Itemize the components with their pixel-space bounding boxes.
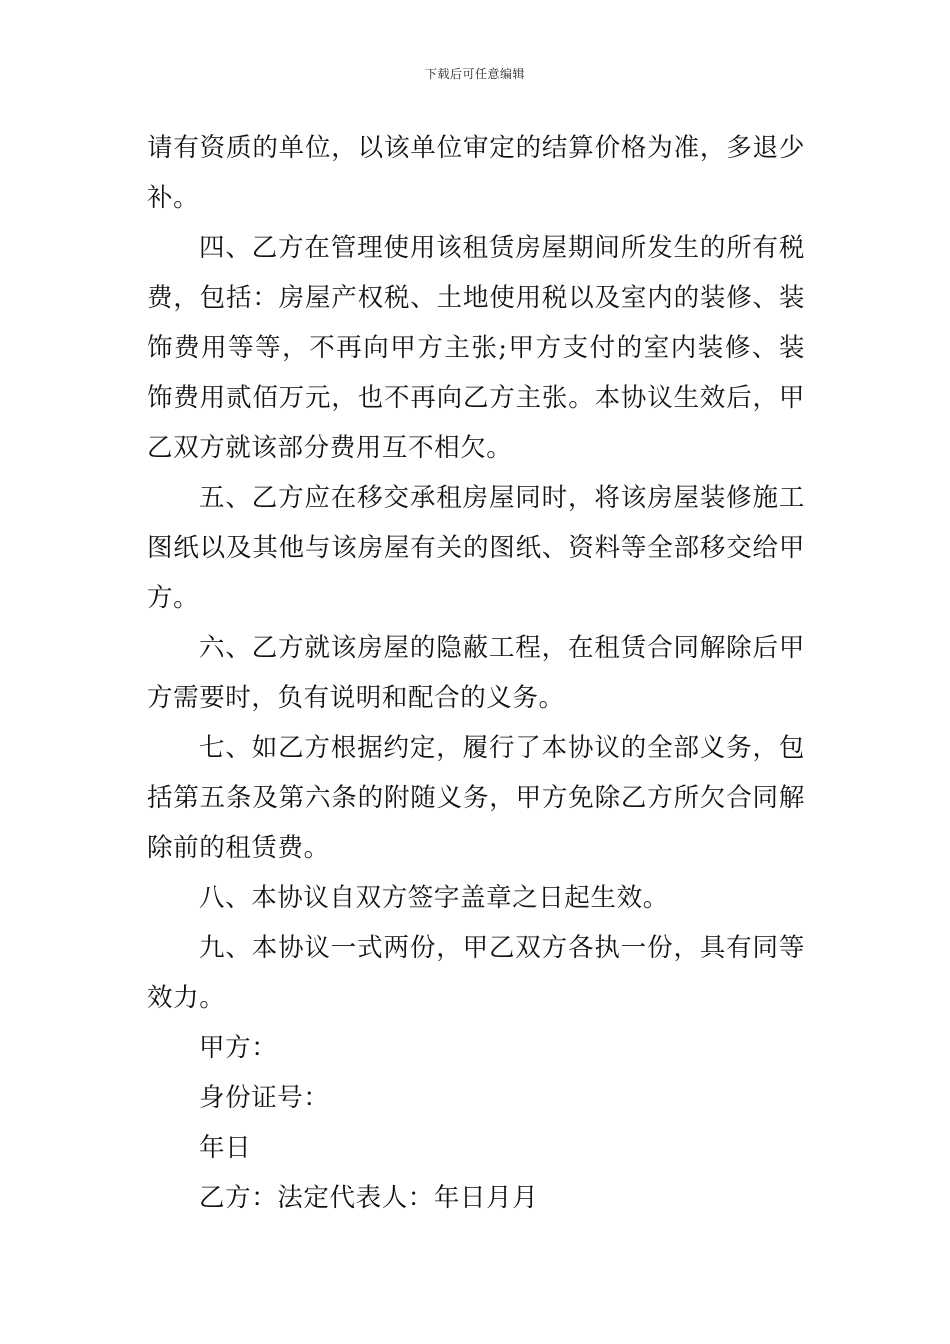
paragraph-clause-5: 五、乙方应在移交承租房屋同时，将该房屋装修施工图纸以及其他与该房屋有关的图纸、资料等全部移交给甲方。 bbox=[147, 483, 805, 613]
document-body bbox=[147, 123, 805, 1223]
paragraph-clause-7: 七、如乙方根据约定，履行了本协议的全部义务，包括第五条及第六条的附随义务，甲方免除乙方所欠合同解除前的租赁费。 bbox=[147, 733, 805, 863]
signature-date-a: 年日 bbox=[199, 1133, 252, 1163]
paragraph-clause-9: 九、本协议一式两份，甲乙双方各执一份，具有同等效力。 bbox=[147, 933, 805, 1013]
paragraph-clause-4: 四、乙方在管理使用该租赁房屋期间所发生的所有税费，包括：房屋产权税、土地使用税以及室内的装修、装饰费用等等，不再向甲方主张;甲方支付的室内装修、装饰费用贰佰万元，也不再向乙方主张。本协议生效后，甲乙双方就该部分费用互不相欠。 bbox=[147, 233, 805, 463]
page-header: 下载后可任意编辑 bbox=[424, 67, 525, 81]
signature-id-number: 身份证号： bbox=[199, 1083, 330, 1113]
paragraph-continuation: 请有资质的单位，以该单位审定的结算价格为准，多退少补。 bbox=[147, 133, 805, 213]
signature-party-b: 乙方：法定代表人：年日月月 bbox=[199, 1183, 539, 1213]
paragraph-clause-8: 八、本协议自双方签字盖章之日起生效。 bbox=[199, 883, 669, 913]
signature-party-a: 甲方： bbox=[199, 1033, 278, 1063]
paragraph-clause-6: 六、乙方就该房屋的隐蔽工程，在租赁合同解除后甲方需要时，负有说明和配合的义务。 bbox=[147, 633, 805, 713]
